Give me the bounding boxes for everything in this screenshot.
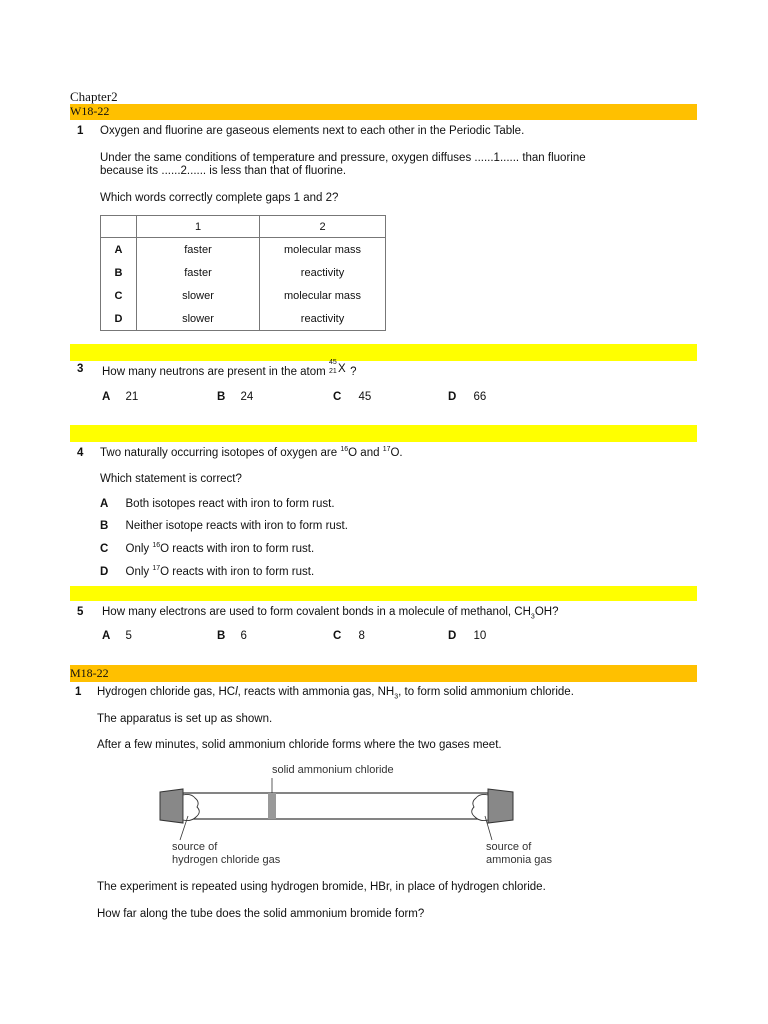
question-stem <box>97 686 574 700</box>
option-letter: B <box>217 630 226 642</box>
option-text-post: O reacts with iron to form rust. <box>160 565 315 578</box>
diagram-label-right: ammonia gas <box>486 854 553 866</box>
option-letter: D <box>100 565 109 578</box>
table-cell: slower <box>137 307 260 331</box>
option-row <box>448 391 486 403</box>
option-row <box>100 498 335 510</box>
question-text: Under the same conditions of temperature and pressure, oxygen diffuses ......1...... than fluorine <box>100 152 586 164</box>
apparatus-diagram <box>0 760 768 890</box>
option-text: 5 <box>125 630 132 642</box>
question-stem <box>100 446 403 459</box>
table-row <box>101 307 386 331</box>
option-letter: C <box>333 630 342 642</box>
mass-number: 45 <box>328 359 337 366</box>
mass-number: 17 <box>152 565 161 572</box>
option-row <box>100 565 314 578</box>
option-text-pre: Only <box>125 542 153 555</box>
nuclide-notation <box>328 359 347 377</box>
subscript: 3 <box>394 693 399 701</box>
option-letter: A <box>102 630 111 642</box>
question-text: The apparatus is set up as shown. <box>97 713 273 725</box>
option-row <box>100 542 314 555</box>
table-row <box>101 284 386 307</box>
stem-text: , reacts with ammonia gas, NH <box>237 686 395 698</box>
mass-number: 16 <box>152 542 161 549</box>
table-header-cell: 2 <box>260 216 386 238</box>
table-cell: B <box>101 261 137 284</box>
stem-text: Two naturally occurring isotopes of oxygen are <box>100 446 341 459</box>
answer-table <box>100 215 386 331</box>
stem-text: How many neutrons are present in the atom <box>102 366 326 378</box>
option-letter: D <box>448 391 457 403</box>
option-text: 66 <box>473 391 487 403</box>
option-text <box>126 566 315 578</box>
question-separator <box>70 425 697 442</box>
table-cell: slower <box>137 284 260 307</box>
stem-text: How many electrons are used to form covalent bonds in a molecule of methanol, CH <box>102 606 531 618</box>
option-text: 45 <box>358 391 372 403</box>
option-row <box>217 630 247 642</box>
option-text: Neither isotope reacts with iron to form rust. <box>125 520 348 532</box>
question-number: 1 <box>77 125 84 137</box>
right-stopper <box>488 789 513 823</box>
option-letter: C <box>100 542 109 555</box>
option-row <box>333 630 365 642</box>
diagram-label-top: solid ammonium chloride <box>272 764 394 776</box>
element-symbol: X <box>337 363 346 375</box>
option-row <box>102 391 138 403</box>
diagram-label-right: source of <box>486 841 532 853</box>
stem-text: l <box>235 686 238 698</box>
mass-number: 16 <box>340 446 349 453</box>
option-letter: C <box>333 391 342 403</box>
option-text-post: O reacts with iron to form rust. <box>160 542 315 555</box>
question-separator <box>70 586 697 601</box>
stem-text: , to form solid ammonium chloride. <box>398 686 574 698</box>
question-stem <box>102 359 357 378</box>
table-cell: A <box>101 238 137 262</box>
stem-text: ? <box>350 366 357 378</box>
option-text: 21 <box>125 391 139 403</box>
table-cell: reactivity <box>260 307 386 331</box>
option-letter: D <box>448 630 457 642</box>
question-stem <box>102 606 558 620</box>
section-bar-m18 <box>70 665 697 682</box>
element-symbol: O. <box>390 446 403 459</box>
option-row <box>100 520 348 532</box>
stem-text: OH? <box>534 606 559 618</box>
table-cell: molecular mass <box>260 284 386 307</box>
option-letter: B <box>217 391 226 403</box>
table-row <box>101 238 386 262</box>
section-bar-w18 <box>70 104 697 120</box>
diagram-label-left: hydrogen chloride gas <box>172 854 281 866</box>
table-cell: D <box>101 307 137 331</box>
option-text: 10 <box>473 630 487 642</box>
question-text: How far along the tube does the solid ammonium bromide form? <box>97 908 425 920</box>
table-header-cell <box>101 216 137 238</box>
table-cell: faster <box>137 261 260 284</box>
option-row <box>102 630 132 642</box>
option-letter: A <box>100 498 109 510</box>
diagram-label-left: source of <box>172 841 218 853</box>
question-text: The experiment is repeated using hydrogen bromide, HBr, in place of hydrogen chloride. <box>97 881 546 893</box>
option-text: 24 <box>240 391 254 403</box>
stem-text: and <box>357 446 383 459</box>
question-prompt: Which words correctly complete gaps 1 and 2? <box>100 192 339 204</box>
chapter-title: Chapter2 <box>70 89 118 104</box>
atomic-number: 21 <box>328 368 337 375</box>
question-separator <box>70 344 697 361</box>
option-text-pre: Only <box>125 565 153 578</box>
option-row <box>333 391 371 403</box>
option-row <box>217 391 253 403</box>
option-letter: B <box>100 520 109 532</box>
table-cell: molecular mass <box>260 238 386 262</box>
table-header-cell: 1 <box>137 216 260 238</box>
question-text: After a few minutes, solid ammonium chloride forms where the two gases meet. <box>97 739 502 751</box>
option-text: 6 <box>240 630 247 642</box>
section-label-w18: W18-22 <box>70 104 110 118</box>
stem-text: Hydrogen chloride gas, HC <box>97 686 236 698</box>
ammonium-chloride-ring <box>268 793 276 819</box>
table-row <box>101 261 386 284</box>
question-number: 4 <box>77 447 84 459</box>
question-number: 1 <box>75 686 82 698</box>
question-number: 5 <box>77 606 84 618</box>
mass-number: 17 <box>382 446 391 453</box>
option-text <box>126 543 315 555</box>
table-cell: reactivity <box>260 261 386 284</box>
glass-tube <box>183 793 488 819</box>
subscript: 3 <box>530 613 535 621</box>
option-text: 8 <box>358 630 365 642</box>
option-text: Both isotopes react with iron to form rust. <box>125 498 335 510</box>
section-label-m18: M18-22 <box>70 666 109 680</box>
question-stem: Oxygen and fluorine are gaseous elements next to each other in the Periodic Table. <box>100 125 525 137</box>
question-text: because its ......2...... is less than that of fluorine. <box>100 165 347 177</box>
table-cell: C <box>101 284 137 307</box>
option-row <box>448 630 486 642</box>
question-number: 3 <box>77 363 84 375</box>
table-cell: faster <box>137 238 260 262</box>
left-stopper <box>160 789 183 823</box>
element-symbol: O <box>348 446 358 459</box>
option-letter: A <box>102 391 111 403</box>
question-prompt: Which statement is correct? <box>100 473 242 485</box>
table-header-row <box>101 216 386 238</box>
